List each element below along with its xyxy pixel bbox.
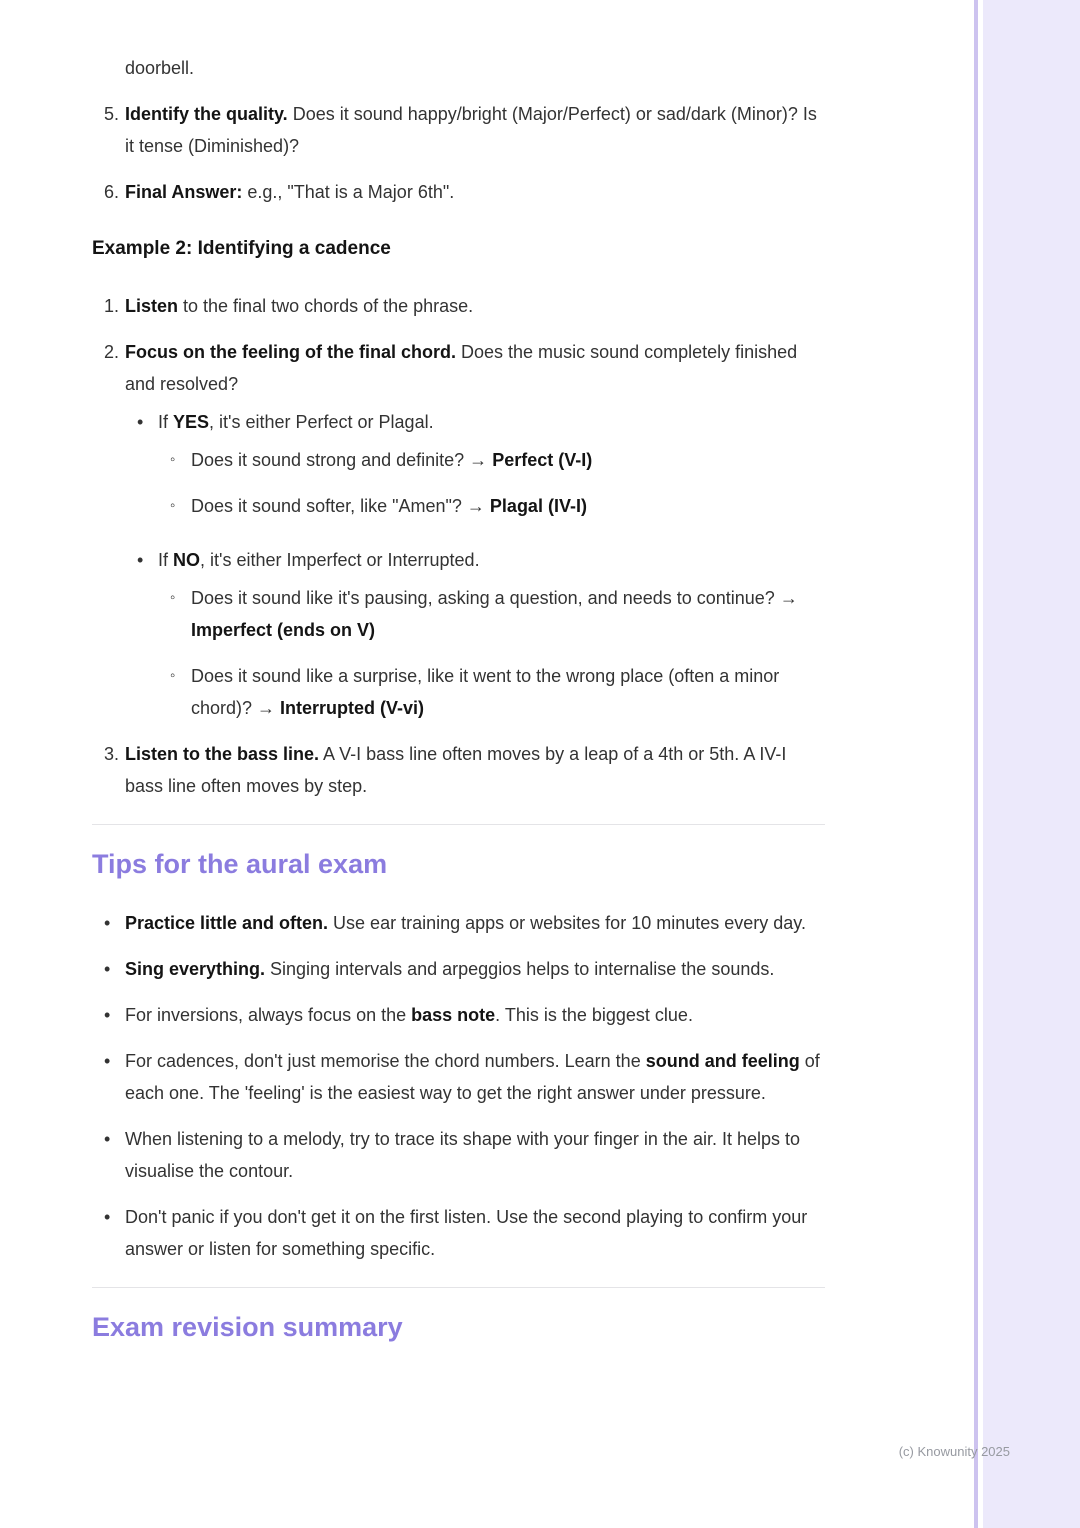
circle-item-imperfect	[158, 582, 825, 646]
page-edge-strip	[983, 0, 1080, 1528]
text-run: e.g., "That is a Major 6th".	[242, 182, 455, 202]
heading-tips: Tips for the aural exam	[92, 849, 388, 879]
nested-list	[125, 400, 825, 724]
tip-item-2	[92, 953, 825, 985]
continuation-text: doorbell.	[125, 58, 195, 78]
bullet-marker: •	[104, 959, 111, 979]
bullet-item-no	[125, 544, 825, 576]
item-number: 3.	[104, 744, 120, 764]
circle-marker: ◦	[170, 589, 176, 606]
bullet-marker: •	[104, 1129, 111, 1149]
item-text	[125, 953, 825, 985]
item-text	[125, 176, 825, 208]
bullet-marker: •	[104, 913, 111, 933]
bullet-marker: •	[104, 1005, 111, 1025]
cadence-step-1	[92, 290, 825, 322]
bold-run: Plagal (IV-I)	[489, 496, 587, 516]
text-run: If	[158, 550, 174, 570]
bullet-marker: •	[137, 412, 144, 432]
item-text	[191, 660, 825, 724]
cadence-step-2	[92, 336, 825, 724]
item-text	[191, 444, 825, 476]
nested-list-level3	[125, 444, 825, 522]
circle-marker: ◦	[170, 667, 176, 684]
bold-run: Listen to the bass line.	[125, 744, 320, 764]
item-number: 2.	[104, 342, 120, 362]
subheading-example2: Example 2: Identifying a cadence	[92, 238, 391, 259]
tip-item-1	[92, 907, 825, 939]
item-number: 1.	[104, 296, 120, 316]
item-text	[125, 907, 825, 939]
item-text	[191, 582, 825, 646]
bold-run: Interrupted (V-vi)	[280, 698, 425, 718]
text-run: Does it sound happy/bright (Major/Perfect) or sad/dark (Minor)? Is it tense (Diminished)?	[125, 104, 817, 156]
circle-item-perfect	[158, 444, 825, 476]
bullet-marker: •	[137, 550, 144, 570]
item-text	[125, 1045, 825, 1109]
numbered-item-5	[92, 98, 825, 162]
bullet-marker: •	[104, 1207, 111, 1227]
bullet-marker: •	[104, 1051, 111, 1071]
text-run: When listening to a melody, try to trace its shape with your finger in the air. It helps to visualise the contour.	[125, 1129, 800, 1181]
cadence-step-3	[92, 738, 825, 802]
bullet-item-yes	[125, 406, 825, 438]
tip-item-5	[92, 1123, 825, 1187]
bold-run: NO	[173, 550, 201, 570]
bold-run: Listen	[125, 296, 179, 316]
item-text	[125, 1123, 825, 1187]
watermark: (c) Knowunity 2025	[898, 1444, 1010, 1459]
item-text	[158, 544, 825, 576]
text-run: Does the music sound completely finished and resolved?	[125, 342, 798, 394]
page-edge-line	[974, 0, 978, 1528]
bold-run: Focus on the feeling of the final chord.	[125, 342, 457, 362]
tip-item-6	[92, 1201, 825, 1265]
bold-run: bass note	[411, 1005, 496, 1025]
document-content	[92, 0, 825, 1344]
text-run: If	[158, 412, 174, 432]
item-text	[191, 490, 825, 522]
text-run: For cadences, don't just memorise the chord numbers. Learn the	[125, 1051, 646, 1071]
circle-item-plagal	[158, 490, 825, 522]
item-number: 6.	[104, 182, 120, 202]
item-text	[158, 406, 825, 438]
item-text	[125, 336, 825, 724]
item-text	[125, 98, 825, 162]
item-text	[125, 738, 825, 802]
bold-run: Perfect (V-I)	[492, 450, 593, 470]
text-run: Use ear training apps or websites for 10 minutes every day.	[328, 913, 806, 933]
bold-run: Final Answer:	[125, 182, 243, 202]
text-run: For inversions, always focus on the	[125, 1005, 412, 1025]
bold-run: Sing everything.	[125, 959, 266, 979]
text-run: Singing intervals and arpeggios helps to internalise the sounds.	[265, 959, 775, 979]
text-run: to the final two chords of the phrase.	[178, 296, 474, 316]
item-text	[125, 1201, 825, 1265]
text-run: Does it sound like it's pausing, asking a question, and needs to continue? →	[191, 588, 798, 608]
circle-item-interrupted	[158, 660, 825, 724]
text-run: Does it sound like a surprise, like it went to the wrong place (often a minor chord)? →	[191, 666, 780, 718]
tip-item-4	[92, 1045, 825, 1109]
text-run: Don't panic if you don't get it on the first listen. Use the second playing to confirm your answer or listen for something specific.	[125, 1207, 808, 1259]
text-run: A V-I bass line often moves by a leap of a 4th or 5th. A IV-I bass line often moves by step.	[125, 744, 787, 796]
text-run: Does it sound softer, like "Amen"? →	[191, 496, 490, 516]
section-divider	[92, 824, 825, 825]
text-run: Does it sound strong and definite? →	[191, 450, 493, 470]
section-divider	[92, 1287, 825, 1288]
tip-item-3	[92, 999, 825, 1031]
circle-marker: ◦	[170, 497, 176, 514]
text-run: , it's either Imperfect or Interrupted.	[200, 550, 480, 570]
item-text	[125, 290, 825, 322]
item-number: 5.	[104, 104, 120, 124]
bold-run: sound and feeling	[645, 1051, 800, 1071]
text-run: , it's either Perfect or Plagal.	[209, 412, 434, 432]
text-run: . This is the biggest clue.	[495, 1005, 693, 1025]
item-text	[125, 999, 825, 1031]
bold-run: Imperfect (ends on V)	[191, 620, 376, 640]
bold-run: Practice little and often.	[125, 913, 329, 933]
bold-run: Identify the quality.	[125, 104, 288, 124]
bold-run: YES	[173, 412, 210, 432]
circle-marker: ◦	[170, 451, 176, 468]
heading-summary: Exam revision summary	[92, 1312, 403, 1342]
numbered-item-6	[92, 176, 825, 208]
text-run: of each one. The 'feeling' is the easiest way to get the right answer under pressure.	[125, 1051, 820, 1103]
nested-list-level3	[125, 582, 825, 724]
